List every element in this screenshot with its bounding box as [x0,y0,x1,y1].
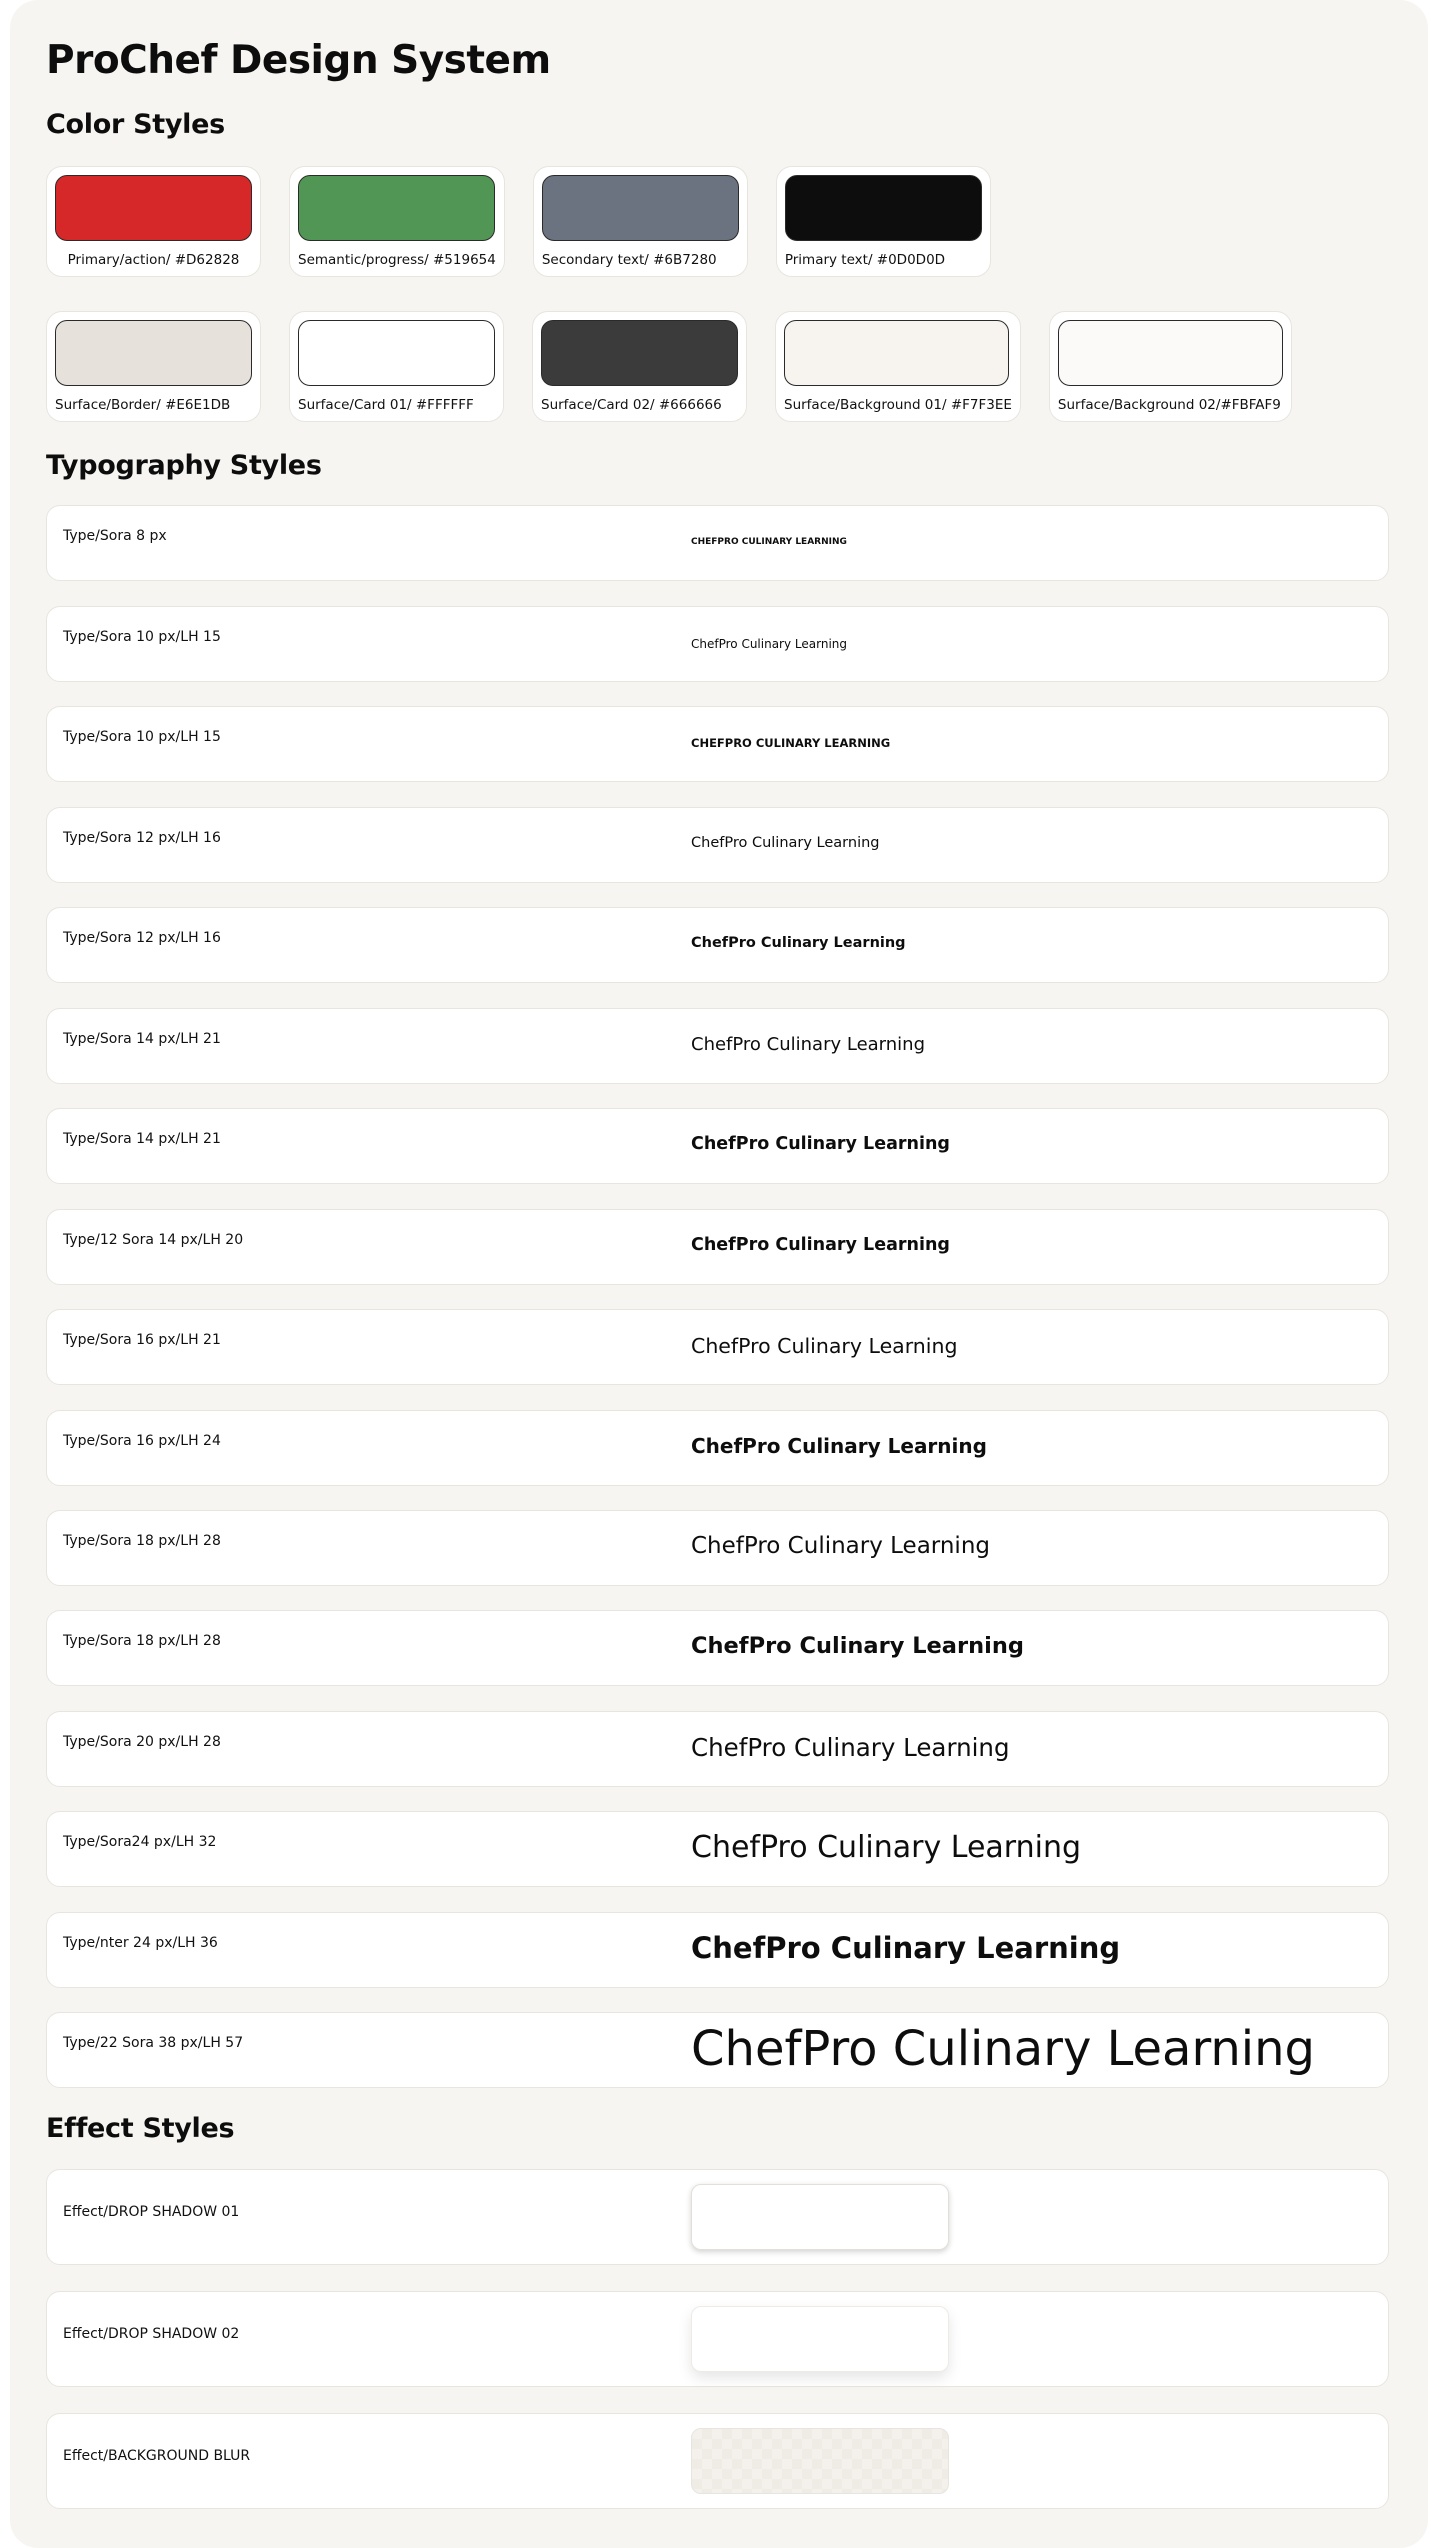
color-swatch [55,320,252,386]
color-swatch [55,175,252,241]
type-row[interactable] [46,1209,1389,1285]
color-swatch [784,320,1009,386]
type-style-label: Type/Sora 14 px/LH 21 [63,1131,221,1147]
type-sample: ChefPro Culinary Learning [691,637,847,651]
type-style-label: Type/Sora 12 px/LH 16 [63,830,221,846]
type-row[interactable] [46,1108,1389,1184]
color-card-surface-card-01[interactable] [289,311,504,422]
type-row[interactable] [46,606,1389,682]
color-styles-heading: Color Styles [46,109,225,140]
color-card-surface-background-02[interactable] [1049,311,1292,422]
color-swatch [541,320,738,386]
color-row-2 [46,311,1320,422]
type-row[interactable] [46,907,1389,983]
type-sample: ChefPro Culinary Learning [691,1633,1024,1659]
color-card-surface-background-01[interactable] [775,311,1021,422]
type-row[interactable] [46,1309,1389,1385]
type-row[interactable] [46,1811,1389,1887]
effect-style-label: Effect/BACKGROUND BLUR [63,2448,251,2464]
type-style-label: Type/Sora 14 px/LH 21 [63,1031,221,1047]
effect-styles-heading: Effect Styles [46,2113,235,2144]
color-card-secondary-text[interactable] [533,166,748,277]
type-style-label: Type/22 Sora 38 px/LH 57 [63,2035,244,2051]
type-sample: ChefPro Culinary Learning [691,1235,950,1255]
color-swatch [298,320,495,386]
type-sample: ChefPro Culinary Learning [691,1134,950,1154]
type-style-label: Type/Sora 10 px/LH 15 [63,629,221,645]
type-style-label: Type/Sora 12 px/LH 16 [63,930,221,946]
color-row-1 [46,166,1019,277]
effect-preview-drop-shadow-02 [691,2306,949,2372]
color-card-primary-text[interactable] [776,166,991,277]
type-style-label: Type/Sora 20 px/LH 28 [63,1734,221,1750]
type-row[interactable] [46,1912,1389,1988]
type-row[interactable] [46,1008,1389,1084]
type-sample: ChefPro Culinary Learning [691,2021,1315,2077]
type-style-label: Type/Sora 8 px [63,528,167,544]
type-style-label: Type/Sora 18 px/LH 28 [63,1533,221,1549]
color-label: Surface/Card 01/ #FFFFFF [298,397,474,413]
effect-row-drop-shadow-02[interactable] [46,2291,1389,2387]
design-system-page [10,0,1428,2548]
type-sample: ChefPro Culinary Learning [691,1733,1010,1762]
type-row[interactable] [46,505,1389,581]
color-card-semantic-progress[interactable] [289,166,505,277]
type-style-label: Type/Sora 16 px/LH 21 [63,1332,221,1348]
type-row[interactable] [46,1410,1389,1486]
color-label: Primary text/ #0D0D0D [784,252,946,268]
type-sample: ChefPro Culinary Learning [691,1931,1121,1965]
type-style-label: Type/Sora 16 px/LH 24 [63,1433,221,1449]
type-sample: ChefPro Culinary Learning [691,935,906,951]
typography-styles-heading: Typography Styles [46,450,322,481]
type-row[interactable] [46,1510,1389,1586]
color-label: Surface/Background 02/#FBFAF9 [1057,397,1281,413]
type-row[interactable] [46,807,1389,883]
type-sample: ChefPro Culinary Learning [691,1334,958,1358]
color-label: Surface/Border/ #E6E1DB [55,397,231,413]
color-swatch [542,175,739,241]
type-sample: ChefPro Culinary Learning [691,1034,925,1055]
color-card-surface-card-02[interactable] [532,311,747,422]
page-title: ProChef Design System [46,38,551,83]
effect-preview-drop-shadow-01 [691,2184,949,2250]
color-label: Secondary text/ #6B7280 [541,252,717,268]
type-sample: ChefPro Culinary Learning [691,1434,987,1458]
effect-row-background-blur[interactable] [46,2413,1389,2509]
type-row[interactable] [46,1610,1389,1686]
color-label: Semantic/progress/ #519654 [298,252,496,268]
type-row[interactable] [46,706,1389,782]
type-style-label: Type/Sora24 px/LH 32 [63,1834,217,1850]
effect-preview-background-blur [691,2428,949,2494]
type-sample: ChefPro Culinary Learning [691,835,880,851]
type-sample: ChefPro Culinary Learning [691,1830,1081,1865]
color-swatch [1058,320,1283,386]
type-row[interactable] [46,2012,1389,2088]
type-sample: CHEFPRO CULINARY LEARNING [691,537,847,547]
color-label: Primary/action/ #D62828 [67,252,240,268]
type-style-label: Type/12 Sora 14 px/LH 20 [63,1232,244,1248]
color-swatch [298,175,495,241]
type-sample: ChefPro Culinary Learning [691,1533,990,1559]
type-sample: CHEFPRO CULINARY LEARNING [691,736,891,750]
type-row[interactable] [46,1711,1389,1787]
effect-style-label: Effect/DROP SHADOW 01 [63,2204,240,2220]
color-card-primary-action[interactable] [46,166,261,277]
type-style-label: Type/Sora 10 px/LH 15 [63,729,221,745]
color-label: Surface/Card 02/ #666666 [541,397,722,413]
type-style-label: Type/nter 24 px/LH 36 [63,1935,218,1951]
type-style-label: Type/Sora 18 px/LH 28 [63,1633,221,1649]
color-label: Surface/Background 01/ #F7F3EE [784,397,1012,413]
color-swatch [785,175,982,241]
effect-style-label: Effect/DROP SHADOW 02 [63,2326,240,2342]
color-card-surface-border[interactable] [46,311,261,422]
effect-row-drop-shadow-01[interactable] [46,2169,1389,2265]
